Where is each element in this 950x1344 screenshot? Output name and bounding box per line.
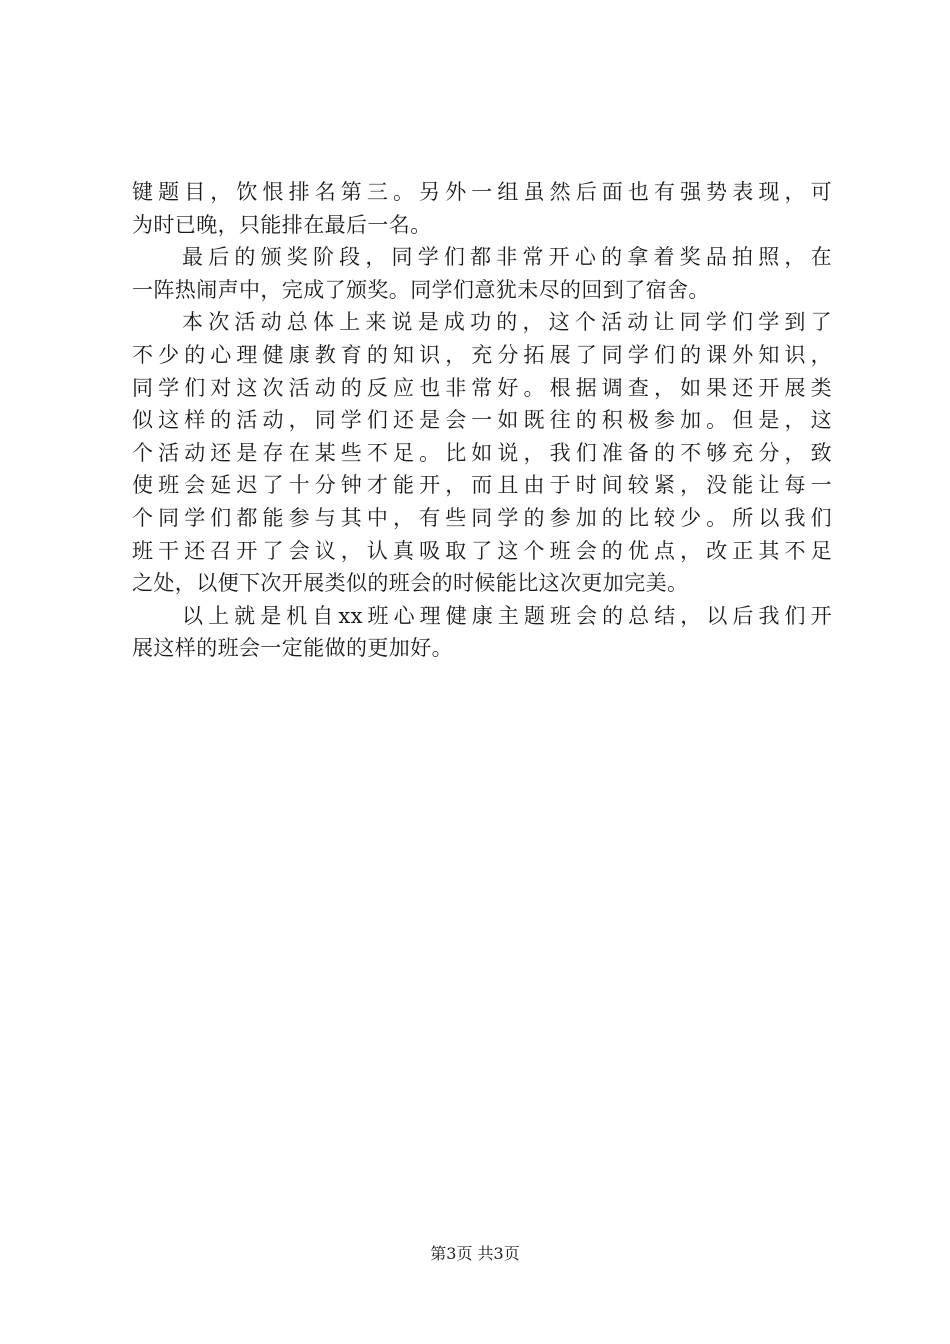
text-line: 同学们对这次活动的反应也非常好。根据调查，如果还开展类 bbox=[132, 375, 832, 400]
text-line: 个活动还是存在某些不足。比如说，我们准备的不够充分，致 bbox=[132, 440, 832, 465]
text-line: 键题目，饮恨排名第三。另外一组虽然后面也有强势表现，可 bbox=[132, 180, 832, 204]
paragraph-3 bbox=[132, 306, 832, 599]
text-line: 为时已晚，只能排在最后一名。 bbox=[132, 212, 432, 237]
text-line: 最后的颁奖阶段，同学们都非常开心的拿着奖品拍照，在 bbox=[182, 245, 832, 270]
text-line: 以上就是机自xx班心理健康主题班会的总结，以后我们开 bbox=[182, 603, 832, 628]
page-number-footer: 第3页 共3页 bbox=[430, 1244, 520, 1263]
text-line: 个同学们都能参与其中，有些同学的参加的比较少。所以我们 bbox=[132, 505, 832, 530]
paragraph-1 bbox=[132, 176, 832, 241]
text-line: 不少的心理健康教育的知识，充分拓展了同学们的课外知识， bbox=[132, 342, 832, 367]
text-line: 班干还召开了会议，认真吸取了这个班会的优点，改正其不足 bbox=[132, 538, 832, 563]
text-line: 一阵热闹声中，完成了颁奖。同学们意犹未尽的回到了宿舍。 bbox=[132, 277, 710, 302]
text-line: 本次活动总体上来说是成功的，这个活动让同学们学到了 bbox=[182, 310, 832, 335]
text-line: 似这样的活动，同学们还是会一如既往的积极参加。但是，这 bbox=[132, 408, 832, 433]
paragraph-4 bbox=[132, 600, 832, 665]
text-line: 之处，以便下次开展类似的班会的时候能比这次更加完美。 bbox=[132, 571, 689, 596]
text-line: 展这样的班会一定能做的更加好。 bbox=[132, 636, 453, 661]
text-line: 使班会延迟了十分钟才能开，而且由于时间较紧，没能让每一 bbox=[132, 473, 832, 498]
paragraph-2 bbox=[132, 241, 832, 306]
document-body bbox=[132, 176, 832, 665]
